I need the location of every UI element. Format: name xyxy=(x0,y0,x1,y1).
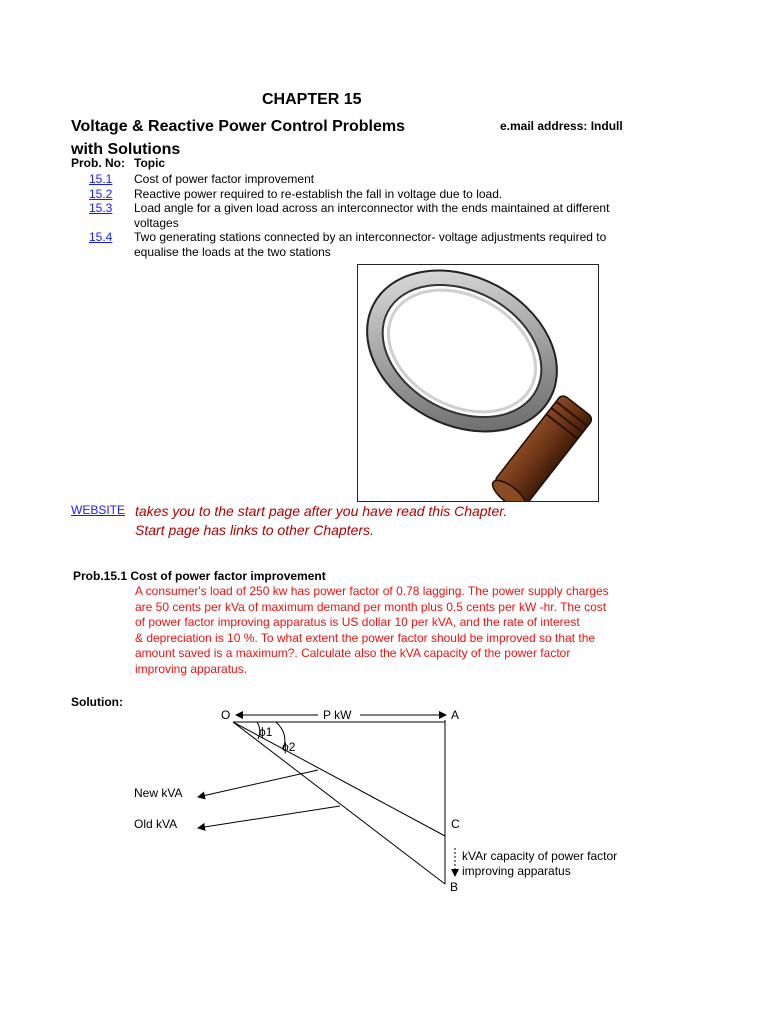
website-note-line-1: takes you to the start page after you have read this Chapter. xyxy=(135,503,508,519)
problem-line: improving apparatus. xyxy=(135,661,248,676)
label-kvar-line2: improving apparatus xyxy=(462,864,571,878)
old-kva-arrow xyxy=(198,806,340,828)
problem-line: amount saved is a maximum?. Calculate also the kVA capacity of the power factor xyxy=(135,646,571,660)
topic-text: voltages xyxy=(134,215,179,230)
chapter-heading: CHAPTER 15 xyxy=(262,91,362,108)
title-line-1: Voltage & Reactive Power Control Problems xyxy=(71,118,406,135)
topic-link-15-4[interactable]: 15.4 xyxy=(89,230,113,244)
new-kva-line xyxy=(233,722,445,836)
problem-line: A consumer's load of 250 kw has power factor of 0.78 lagging. The power supply charges xyxy=(135,584,609,598)
label-phi2: ϕ2 xyxy=(282,740,296,754)
topic-text: Reactive power required to re-establish the fall in voltage due to load. xyxy=(134,186,503,201)
old-kva-line xyxy=(233,722,445,884)
problem-line: are 50 cents per kVa of maximum demand per month plus 0.5 cents per kW -hr. The cost xyxy=(135,599,607,614)
label-new-kva: New kVA xyxy=(134,786,183,800)
problem-line: & depreciation is 10 %. To what extent the power factor should be improved so that the xyxy=(135,630,596,645)
topic-text: equalise the loads at the two stations xyxy=(134,244,331,259)
label-phi1: ϕ1 xyxy=(259,725,273,739)
topic-text: Load angle for a given load across an interconnector with the ends maintained at different xyxy=(134,201,610,215)
label-b: B xyxy=(450,880,459,894)
problem-line: of power factor improving apparatus is US dollar 10 per kVA, and the rate of interest xyxy=(135,615,580,629)
topic-link-15-3[interactable]: 15.3 xyxy=(89,201,113,215)
label-old-kva: Old kVA xyxy=(134,817,178,831)
label-c: C xyxy=(451,817,460,831)
website-link[interactable]: WEBSITE xyxy=(71,503,126,517)
label-o: O xyxy=(221,708,231,722)
topic-header: Topic xyxy=(134,156,166,170)
topic-link-15-2[interactable]: 15.2 xyxy=(89,186,113,201)
topic-text: Two generating stations connected by an interconnector- voltage adjustments required to xyxy=(134,230,607,244)
email-address: e.mail address: Indull xyxy=(500,119,623,133)
topic-text: Cost of power factor improvement xyxy=(134,172,315,186)
prob-no-header: Prob. No: xyxy=(71,156,125,170)
new-kva-arrow xyxy=(198,770,318,797)
solution-label: Solution: xyxy=(71,695,123,709)
website-note-line-2: Start page has links to other Chapters. xyxy=(135,522,374,538)
label-pkw: P kW xyxy=(323,708,352,722)
label-kvar-line1: kVAr capacity of power factor xyxy=(462,849,618,863)
label-a: A xyxy=(451,708,460,722)
problem-title: Prob.15.1 Cost of power factor improvement xyxy=(73,569,326,583)
title-line-2: with Solutions xyxy=(71,141,181,158)
topic-link-15-1[interactable]: 15.1 xyxy=(89,172,113,186)
